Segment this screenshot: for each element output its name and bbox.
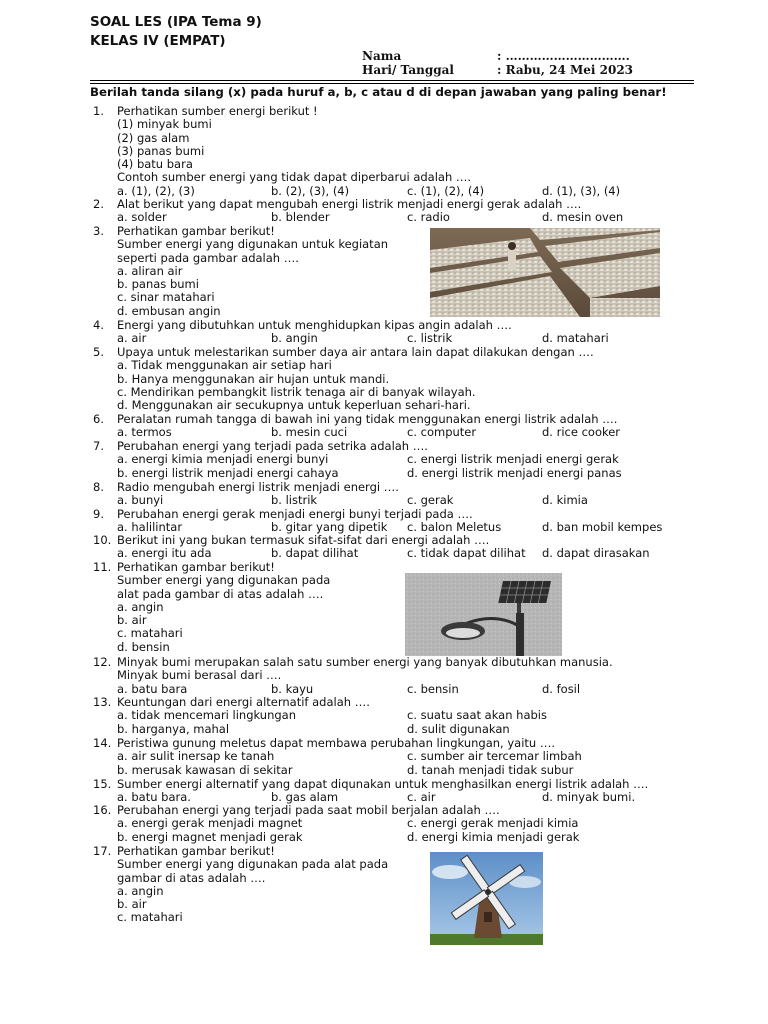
option-b[interactable]: b. gitar yang dipetik bbox=[271, 520, 388, 535]
question-5 bbox=[93, 346, 703, 412]
option-d[interactable]: d. energi kimia menjadi gerak bbox=[407, 829, 580, 844]
question-9 bbox=[93, 508, 703, 535]
option-d[interactable]: d. matahari bbox=[542, 331, 609, 346]
question-text: Radio mengubah energi listrik menjadi energi …. bbox=[117, 480, 399, 494]
option-c[interactable]: c. balon Meletus bbox=[407, 520, 502, 535]
option-b[interactable]: b. air bbox=[117, 897, 147, 912]
question-number: 15. bbox=[93, 777, 112, 791]
question-text: Keuntungan dari energi alternatif adalah …. bbox=[117, 695, 370, 709]
option-c[interactable]: c. matahari bbox=[117, 626, 183, 641]
question-text: Sumber energi alternatif yang dapat diqunakan untuk menghasilkan energi listrik adalah …. bbox=[117, 777, 649, 791]
option-a[interactable]: a. angin bbox=[117, 883, 164, 898]
question-4 bbox=[93, 319, 703, 346]
option-c[interactable]: c. sinar matahari bbox=[117, 290, 215, 305]
question-10 bbox=[93, 534, 703, 561]
question-text: gambar di atas adalah …. bbox=[117, 870, 266, 885]
option-a[interactable]: a. energi gerak menjadi magnet bbox=[117, 816, 303, 831]
question-number: 8. bbox=[93, 480, 104, 494]
option-c[interactable]: c. computer bbox=[407, 425, 477, 440]
option-a[interactable]: a. bunyi bbox=[117, 493, 164, 508]
question-text: Energi yang dibutuhkan untuk menghidupkan kipas angin adalah …. bbox=[117, 318, 512, 332]
option-a[interactable]: a. solder bbox=[117, 210, 167, 225]
option-d[interactable]: d. energi listrik menjadi energi panas bbox=[407, 465, 622, 480]
question-text: Sumber energi yang digunakan untuk kegiatan bbox=[117, 237, 389, 252]
question-text: Berikut ini yang bukan termasuk sifat-sifat dari energi adalah …. bbox=[117, 533, 490, 547]
question-text: Alat berikut yang dapat mengubah energi listrik menjadi energi gerak adalah …. bbox=[117, 197, 582, 211]
option-c[interactable]: c. Mendirikan pembangkit listrik tenaga air di banyak wilayah. bbox=[117, 384, 476, 399]
option-b[interactable]: b. merusak kawasan di sekitar bbox=[117, 762, 293, 777]
option-c[interactable]: c. air bbox=[407, 790, 436, 805]
question-number: 12. bbox=[93, 655, 112, 669]
question-number: 2. bbox=[93, 197, 104, 211]
option-a[interactable]: a. batu bara bbox=[117, 681, 188, 696]
question-text: Peristiwa gunung meletus dapat membawa perubahan lingkungan, yaitu …. bbox=[117, 736, 556, 750]
name-field[interactable]: : …………………………. bbox=[497, 49, 630, 63]
question-number: 11. bbox=[93, 560, 112, 574]
option-b[interactable]: b. energi listrik menjadi energi cahaya bbox=[117, 465, 339, 480]
question-text: Perhatikan gambar berikut! bbox=[117, 560, 275, 574]
option-c[interactable]: c. sumber air tercemar limbah bbox=[407, 749, 582, 764]
option-d[interactable]: d. ban mobil kempes bbox=[542, 520, 663, 535]
question-12 bbox=[93, 656, 703, 696]
option-d[interactable]: d. embusan angin bbox=[117, 303, 221, 318]
question-number: 13. bbox=[93, 695, 112, 709]
question-text: Perhatikan gambar berikut! bbox=[117, 224, 275, 238]
drying-fish-image bbox=[430, 228, 660, 317]
question-15 bbox=[93, 778, 703, 805]
option-c[interactable]: c. listrik bbox=[407, 331, 453, 346]
question-13 bbox=[93, 696, 703, 736]
question-text: (3) panas bumi bbox=[117, 143, 205, 158]
option-d[interactable]: d. minyak bumi. bbox=[542, 790, 636, 805]
question-text: Upaya untuk melestarikan sumber daya air antara lain dapat dilakukan dengan …. bbox=[117, 345, 594, 359]
question-text: Perhatikan sumber energi berikut ! bbox=[117, 104, 318, 118]
option-c[interactable]: c. suatu saat akan habis bbox=[407, 708, 547, 723]
question-14 bbox=[93, 737, 703, 777]
windmill-image bbox=[430, 852, 543, 945]
option-a[interactable]: a. air bbox=[117, 331, 147, 346]
option-d[interactable]: d. sulit digunakan bbox=[407, 721, 510, 736]
option-d[interactable]: d. bensin bbox=[117, 639, 170, 654]
question-text: Perubahan energi gerak menjadi energi bunyi terjadi pada …. bbox=[117, 507, 473, 521]
date-label: Hari/ Tanggal bbox=[362, 63, 454, 77]
option-b[interactable]: b. energi magnet menjadi gerak bbox=[117, 829, 303, 844]
option-d[interactable]: d. kimia bbox=[542, 493, 588, 508]
option-d[interactable]: d. dapat dirasakan bbox=[542, 546, 650, 561]
question-number: 7. bbox=[93, 439, 104, 453]
option-d[interactable]: d. Menggunakan air secukupnya untuk keperluan sehari-hari. bbox=[117, 398, 471, 413]
header-divider-bottom bbox=[90, 83, 694, 84]
class-label: KELAS IV (EMPAT) bbox=[90, 33, 226, 49]
question-7 bbox=[93, 440, 703, 480]
question-2 bbox=[93, 198, 703, 225]
question-text: Contoh sumber energi yang tidak dapat diperbarui adalah …. bbox=[117, 170, 472, 185]
option-b[interactable]: b. angin bbox=[271, 331, 318, 346]
question-text: Sumber energi yang digunakan pada bbox=[117, 573, 331, 588]
question-text: Minyak bumi berasal dari …. bbox=[117, 668, 282, 683]
option-a[interactable]: a. tidak mencemari lingkungan bbox=[117, 708, 297, 723]
option-b[interactable]: b. listrik bbox=[271, 493, 318, 508]
option-d[interactable]: d. fosil bbox=[542, 681, 581, 696]
name-label: Nama bbox=[362, 49, 402, 63]
question-number: 10. bbox=[93, 533, 112, 547]
option-a[interactable]: a. halilintar bbox=[117, 520, 183, 535]
option-a[interactable]: a. angin bbox=[117, 599, 164, 614]
question-text: Sumber energi yang digunakan pada alat pada bbox=[117, 857, 389, 872]
option-a[interactable]: a. termos bbox=[117, 425, 172, 440]
question-number: 4. bbox=[93, 318, 104, 332]
solar-lamp-image bbox=[405, 573, 562, 656]
question-16 bbox=[93, 804, 703, 844]
question-number: 17. bbox=[93, 844, 112, 858]
option-b[interactable]: b. air bbox=[117, 613, 147, 628]
question-text: Perhatikan gambar berikut! bbox=[117, 844, 275, 858]
question-number: 5. bbox=[93, 345, 104, 359]
option-b[interactable]: b. dapat dilihat bbox=[271, 546, 359, 561]
option-a[interactable]: a. energi kimia menjadi energi bunyi bbox=[117, 452, 329, 467]
header-divider-top bbox=[90, 80, 694, 81]
option-d[interactable]: d. mesin oven bbox=[542, 210, 624, 225]
question-1 bbox=[93, 105, 703, 198]
option-d[interactable]: d. tanah menjadi tidak subur bbox=[407, 762, 574, 777]
option-c[interactable]: c. energi listrik menjadi energi gerak bbox=[407, 452, 619, 467]
question-number: 6. bbox=[93, 412, 104, 426]
question-text: Peralatan rumah tangga di bawah ini yang tidak menggunakan energi listrik adalah …. bbox=[117, 412, 618, 426]
option-a[interactable]: a. aliran air bbox=[117, 263, 183, 278]
date-value: : Rabu, 24 Mei 2023 bbox=[497, 63, 634, 77]
question-11 bbox=[93, 561, 703, 654]
question-text: (4) batu bara bbox=[117, 157, 193, 172]
option-b[interactable]: b. kayu bbox=[271, 681, 314, 696]
option-a[interactable]: a. (1), (2), (3) bbox=[117, 183, 195, 198]
question-number: 3. bbox=[93, 224, 104, 238]
question-17 bbox=[93, 845, 703, 925]
option-b[interactable]: b. gas alam bbox=[271, 790, 339, 805]
option-c[interactable]: c. tidak dapat dilihat bbox=[407, 546, 526, 561]
option-d[interactable]: d. rice cooker bbox=[542, 425, 621, 440]
question-number: 9. bbox=[93, 507, 104, 521]
option-b[interactable]: b. mesin cuci bbox=[271, 425, 348, 440]
question-text: Perubahan energi yang terjadi pada saat mobil berjalan adalah …. bbox=[117, 803, 500, 817]
instructions: Berilah tanda silang (x) pada huruf a, b, c atau d di depan jawaban yang paling benar! bbox=[90, 85, 667, 99]
question-text: Perubahan energi yang terjadi pada setrika adalah …. bbox=[117, 439, 428, 453]
worksheet-title: SOAL LES (IPA Tema 9) bbox=[90, 14, 262, 30]
option-c[interactable]: c. gerak bbox=[407, 493, 454, 508]
question-number: 1. bbox=[93, 104, 104, 118]
question-number: 16. bbox=[93, 803, 112, 817]
question-text: (1) minyak bumi bbox=[117, 117, 212, 132]
question-text: alat pada gambar di atas adalah …. bbox=[117, 586, 324, 601]
question-text: seperti pada gambar adalah …. bbox=[117, 250, 299, 265]
option-c[interactable]: c. matahari bbox=[117, 910, 183, 925]
option-b[interactable]: b. Hanya menggunakan air hujan untuk mandi. bbox=[117, 371, 390, 386]
option-c[interactable]: c. energi gerak menjadi kimia bbox=[407, 816, 579, 831]
option-c[interactable]: c. bensin bbox=[407, 681, 459, 696]
question-number: 14. bbox=[93, 736, 112, 750]
question-8 bbox=[93, 481, 703, 508]
option-b[interactable]: b. (2), (3), (4) bbox=[271, 183, 350, 198]
option-b[interactable]: b. harganya, mahal bbox=[117, 721, 230, 736]
option-a[interactable]: a. batu bara. bbox=[117, 790, 191, 805]
option-a[interactable]: a. Tidak menggunakan air setiap hari bbox=[117, 358, 332, 373]
option-c[interactable]: c. (1), (2), (4) bbox=[407, 183, 485, 198]
question-6 bbox=[93, 413, 703, 440]
option-d[interactable]: d. (1), (3), (4) bbox=[542, 183, 621, 198]
option-a[interactable]: a. energi itu ada bbox=[117, 546, 212, 561]
option-c[interactable]: c. radio bbox=[407, 210, 450, 225]
question-text: (2) gas alam bbox=[117, 130, 190, 145]
option-b[interactable]: b. blender bbox=[271, 210, 330, 225]
option-a[interactable]: a. air sulit inersap ke tanah bbox=[117, 749, 275, 764]
option-b[interactable]: b. panas bumi bbox=[117, 277, 199, 292]
question-text: Minyak bumi merupakan salah satu sumber energi yang banyak dibutuhkan manusia. bbox=[117, 655, 613, 669]
